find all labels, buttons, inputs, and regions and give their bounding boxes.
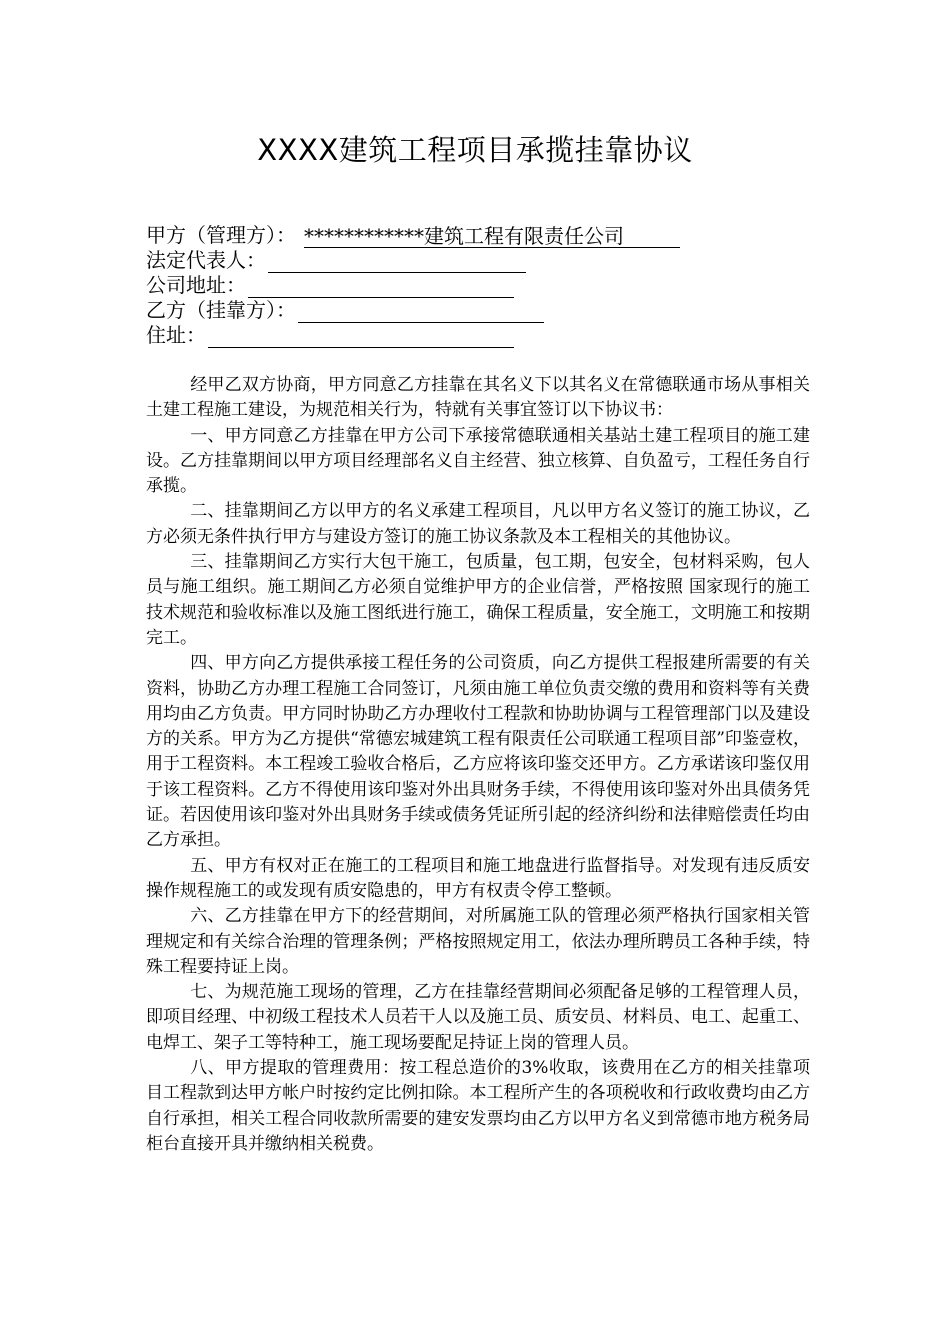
residence-label: 住址： bbox=[146, 323, 206, 347]
legal-rep-blank bbox=[268, 252, 526, 273]
clause-2-paragraph: 二、挂靠期间乙方以甲方的名义承建工程项目，凡以甲方名义签订的施工协议，乙方必须无条件执行甲方与建设方签订的施工协议条款及本工程相关的其他协议。 bbox=[146, 501, 810, 547]
clause-6-paragraph: 六、乙方挂靠在甲方下的经营期间，对所属施工队的管理必须严格执行国家相关管理规定和有关综合治理的管理条例；严格按照规定用工，依法办理所聘员工各种手续，特殊工程要持证上岗。 bbox=[146, 906, 810, 977]
document-title: XXXX建筑工程项目承揽挂靠协议 bbox=[257, 133, 693, 167]
party-a-label: 甲方（管理方）： bbox=[146, 223, 296, 247]
party-b-blank bbox=[298, 302, 544, 323]
residence-row bbox=[146, 323, 680, 348]
party-a-row bbox=[146, 223, 680, 248]
clause-8-paragraph: 八、甲方提取的管理费用：按工程总造价的3%收取，该费用在乙方的相关挂靠项目工程款到达甲方帐户时按约定比例扣除。本工程所产生的各项税收和行政收费均由乙方自行承担，相关工程合同收款所需要的建安发票均由乙方以甲方名义到常德市地方税务局柜台直接开具并缴纳相关税费。 bbox=[146, 1058, 810, 1154]
clause-3-paragraph: 三、挂靠期间乙方实行大包干施工，包质量，包工期，包安全，包材料采购，包人员与施工组织。施工期间乙方必须自觉维护甲方的企业信誉，严格按照 国家现行的施工技术规范和验收标准以及施工图纸进行施工，确保工程质量，安全施工，文明施工和按期完工。 bbox=[146, 552, 810, 648]
address-blank bbox=[248, 277, 514, 298]
clause-7-paragraph: 七、为规范施工现场的管理，乙方在挂靠经营期间必须配备足够的工程管理人员，即项目经理、中初级工程技术人员若干人以及施工员、质安员、材料员、电工、起重工、电焊工、架子工等特种工，施工现场要配足持证上岗的管理人员。 bbox=[146, 982, 810, 1053]
address-label: 公司地址： bbox=[146, 273, 246, 297]
agreement-body bbox=[146, 373, 810, 1157]
party-b-row bbox=[146, 298, 680, 323]
legal-rep-label: 法定代表人： bbox=[146, 248, 266, 272]
residence-blank bbox=[208, 327, 514, 348]
party-b-label: 乙方（挂靠方）： bbox=[146, 298, 296, 322]
address-row bbox=[146, 273, 680, 298]
clause-4-paragraph: 四、甲方向乙方提供承接工程任务的公司资质，向乙方提供工程报建所需要的有关资料，协助乙方办理工程施工合同签订，凡须由施工单位负责交缴的费用和资料等有关费用均由乙方负责。甲方同时协助乙方办理收付工程款和协助协调与工程管理部门以及建设方的关系。甲方为乙方提供“常德宏城建筑工程有限责任公司联通工程项目部”印鉴壹枚，用于工程资料。本工程竣工验收合格后，乙方应将该印鉴交还甲方。乙方承诺该印鉴仅用于该工程资料。乙方不得使用该印鉴对外出具财务手续，不得使用该印鉴对外出具债务凭证。若因使用该印鉴对外出具财务手续或债务凭证所引起的经济纠纷和法律赔偿责任均由乙方承担。 bbox=[146, 653, 810, 851]
clause-5-paragraph: 五、甲方有权对正在施工的工程项目和施工地盘进行监督指导。对发现有违反质安操作规程施工的或发现有质安隐患的，甲方有权责令停工整顿。 bbox=[146, 855, 810, 901]
intro-paragraph: 经甲乙双方协商，甲方同意乙方挂靠在其名义下以其名义在常德联通市场从事相关土建工程施工建设，为规范相关行为，特就有关事宜签订以下协议书： bbox=[146, 375, 810, 421]
party-info-block bbox=[146, 223, 680, 348]
legal-rep-row bbox=[146, 248, 680, 273]
clause-1-paragraph: 一、甲方同意乙方挂靠在甲方公司下承接常德联通相关基站土建工程项目的施工建设。乙方挂靠期间以甲方项目经理部名义自主经营、独立核算、自负盈亏，工程任务自行承揽。 bbox=[146, 425, 810, 497]
party-a-value: ************建筑工程有限责任公司 bbox=[304, 225, 680, 248]
